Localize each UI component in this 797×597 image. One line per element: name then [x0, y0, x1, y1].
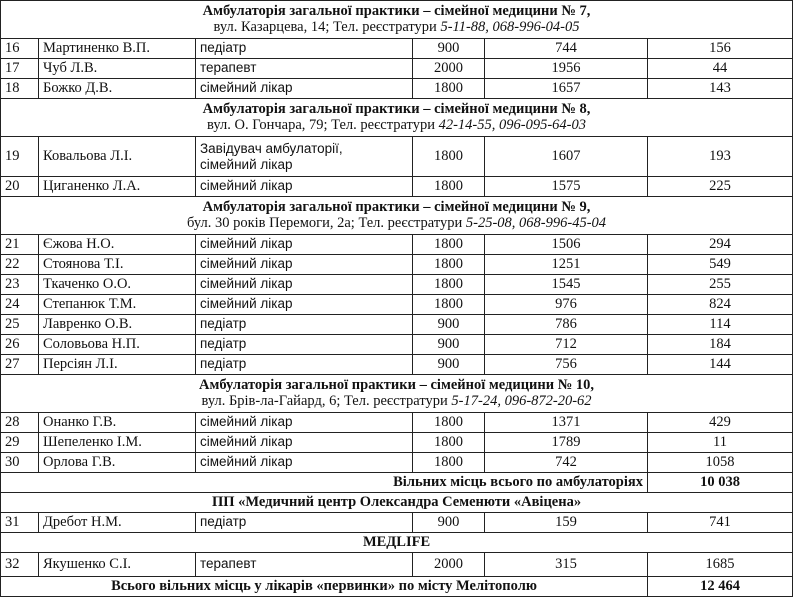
table-row — [1, 335, 793, 355]
row-number: 24 — [1, 295, 39, 315]
section-header-row — [1, 99, 793, 137]
row-number: 22 — [1, 255, 39, 275]
doctor-name: Дребот Н.М. — [39, 513, 196, 533]
norm-value: 900 — [413, 39, 485, 59]
table-row — [1, 79, 793, 99]
table-row — [1, 255, 793, 275]
section-title: Амбулаторія загальної практики – сімейної медицини № 8, — [202, 100, 591, 117]
doctor-position: Завідувач амбулаторії, сімейний лікар — [196, 137, 413, 177]
doctor-position: терапевт — [196, 59, 413, 79]
doctor-name: Ковальова Л.І. — [39, 137, 196, 177]
norm-value: 1800 — [413, 255, 485, 275]
doctor-name: Лавренко О.В. — [39, 315, 196, 335]
declared-value: 786 — [485, 315, 648, 335]
doctor-name: Орлова Г.В. — [39, 453, 196, 473]
norm-value: 1800 — [413, 79, 485, 99]
section-address: вул. О. Гончара, 79; Тел. реєстратури 42-14-55, 096-095-64-03 — [207, 116, 586, 133]
declared-value: 976 — [485, 295, 648, 315]
row-number: 30 — [1, 453, 39, 473]
section-phones: 5-11-88, 068-996-04-05 — [440, 18, 580, 35]
section-title: Амбулаторія загальної практики – сімейної медицини № 9, — [202, 198, 591, 215]
doctor-name: Персіян Л.І. — [39, 355, 196, 375]
doctor-name: Стоянова Т.І. — [39, 255, 196, 275]
table-row — [1, 39, 793, 59]
free-value: 143 — [648, 79, 793, 99]
norm-value: 1800 — [413, 295, 485, 315]
section-header — [1, 99, 793, 137]
doctor-name: Соловьова Н.П. — [39, 335, 196, 355]
table-row — [1, 275, 793, 295]
declared-value: 1506 — [485, 235, 648, 255]
declared-value: 1545 — [485, 275, 648, 295]
section-header — [1, 1, 793, 39]
declared-value: 742 — [485, 453, 648, 473]
section-address: вул. Казарцева, 14; Тел. реєстратури 5-11-88, 068-996-04-05 — [213, 18, 580, 35]
row-number: 25 — [1, 315, 39, 335]
doctor-position: терапевт — [196, 553, 413, 577]
declared-value: 1607 — [485, 137, 648, 177]
free-value: 824 — [648, 295, 793, 315]
norm-value: 900 — [413, 315, 485, 335]
norm-value: 900 — [413, 335, 485, 355]
clinic-title: ПП «Медичний центр Олександра Семенюти «Авіцена» — [1, 493, 793, 513]
table-row — [1, 177, 793, 197]
table-row — [1, 513, 793, 533]
section-header-row — [1, 375, 793, 413]
doctor-position: педіатр — [196, 355, 413, 375]
doctor-position: педіатр — [196, 335, 413, 355]
free-value: 156 — [648, 39, 793, 59]
doctor-name: Якушенко С.І. — [39, 553, 196, 577]
row-number: 18 — [1, 79, 39, 99]
section-header-row — [1, 1, 793, 39]
declared-value: 159 — [485, 513, 648, 533]
section-title: Амбулаторія загальної практики – сімейної медицини № 7, — [202, 2, 591, 19]
total-value: 12 464 — [648, 577, 793, 597]
free-value: 114 — [648, 315, 793, 335]
declared-value: 744 — [485, 39, 648, 59]
table-row — [1, 355, 793, 375]
declared-value: 1575 — [485, 177, 648, 197]
section-phones: 5-17-24, 096-872-20-62 — [451, 392, 592, 409]
table-row — [1, 453, 793, 473]
row-number: 29 — [1, 433, 39, 453]
norm-value: 1800 — [413, 433, 485, 453]
norm-value: 1800 — [413, 177, 485, 197]
total-label: Всього вільних місць у лікарів «первинки» по місту Мелітополю — [1, 577, 648, 597]
doctor-name: Єжова Н.О. — [39, 235, 196, 255]
norm-value: 900 — [413, 355, 485, 375]
section-address: вул. Брів-ла-Гайард, 6; Тел. реєстратури 5-17-24, 096-872-20-62 — [201, 392, 592, 409]
section-header — [1, 197, 793, 235]
row-number: 17 — [1, 59, 39, 79]
declared-value: 1956 — [485, 59, 648, 79]
section-header-row — [1, 533, 793, 553]
row-number: 23 — [1, 275, 39, 295]
table-row — [1, 59, 793, 79]
table-row — [1, 433, 793, 453]
row-number: 20 — [1, 177, 39, 197]
free-value: 225 — [648, 177, 793, 197]
declared-value: 1251 — [485, 255, 648, 275]
free-value: 255 — [648, 275, 793, 295]
row-number: 32 — [1, 553, 39, 577]
doctor-position: педіатр — [196, 513, 413, 533]
subtotal-value: 10 038 — [648, 473, 793, 493]
section-phones: 5-25-08, 068-996-45-04 — [465, 214, 607, 231]
section-header-row — [1, 493, 793, 513]
doctor-position: сімейний лікар — [196, 79, 413, 99]
norm-value: 2000 — [413, 59, 485, 79]
declared-value: 712 — [485, 335, 648, 355]
norm-value: 1800 — [413, 413, 485, 433]
row-number: 26 — [1, 335, 39, 355]
row-number: 28 — [1, 413, 39, 433]
clinic-title: МЕДLIFE — [1, 533, 793, 553]
row-number: 16 — [1, 39, 39, 59]
declared-value: 1371 — [485, 413, 648, 433]
free-value: 549 — [648, 255, 793, 275]
row-number: 21 — [1, 235, 39, 255]
norm-value: 1800 — [413, 453, 485, 473]
doctor-position: сімейний лікар — [196, 235, 413, 255]
section-phones: 42-14-55, 096-095-64-03 — [438, 116, 586, 133]
free-value: 429 — [648, 413, 793, 433]
norm-value: 2000 — [413, 553, 485, 577]
table-row — [1, 235, 793, 255]
table-row — [1, 553, 793, 577]
section-address: бул. 30 років Перемоги, 2а; Тел. реєстратури 5-25-08, 068-996-45-04 — [187, 214, 607, 231]
subtotal-row — [1, 473, 793, 493]
free-value: 294 — [648, 235, 793, 255]
doctor-name: Шепеленко І.М. — [39, 433, 196, 453]
table-row — [1, 295, 793, 315]
doctor-position: сімейний лікар — [196, 413, 413, 433]
doctor-name: Божко Д.В. — [39, 79, 196, 99]
section-header-row — [1, 197, 793, 235]
table-row — [1, 413, 793, 433]
free-value: 1058 — [648, 453, 793, 473]
free-value: 11 — [648, 433, 793, 453]
free-value: 144 — [648, 355, 793, 375]
declared-value: 756 — [485, 355, 648, 375]
free-value: 741 — [648, 513, 793, 533]
norm-value: 1800 — [413, 275, 485, 295]
doctor-name: Степанюк Т.М. — [39, 295, 196, 315]
doctor-position: сімейний лікар — [196, 453, 413, 473]
norm-value: 1800 — [413, 137, 485, 177]
norm-value: 900 — [413, 513, 485, 533]
doctor-position: педіатр — [196, 39, 413, 59]
table-row — [1, 315, 793, 335]
section-title: Амбулаторія загальної практики – сімейної медицини № 10, — [199, 376, 595, 393]
section-header — [1, 375, 793, 413]
doctor-position: сімейний лікар — [196, 255, 413, 275]
doctor-name: Онанко Г.В. — [39, 413, 196, 433]
doctor-name: Ткаченко О.О. — [39, 275, 196, 295]
doctor-position: сімейний лікар — [196, 295, 413, 315]
declared-value: 1657 — [485, 79, 648, 99]
doctor-position: сімейний лікар — [196, 275, 413, 295]
free-value: 44 — [648, 59, 793, 79]
doctor-name: Чуб Л.В. — [39, 59, 196, 79]
row-number: 19 — [1, 137, 39, 177]
doctor-position: сімейний лікар — [196, 177, 413, 197]
free-value: 1685 — [648, 553, 793, 577]
declared-value: 1789 — [485, 433, 648, 453]
doctor-position: сімейний лікар — [196, 433, 413, 453]
total-row — [1, 577, 793, 597]
doctor-position: педіатр — [196, 315, 413, 335]
doctor-name: Циганенко Л.А. — [39, 177, 196, 197]
subtotal-label: Вільних місць всього по амбулаторіях — [1, 473, 648, 493]
declared-value: 315 — [485, 553, 648, 577]
row-number: 31 — [1, 513, 39, 533]
table-row — [1, 137, 793, 177]
doctor-name: Мартиненко В.П. — [39, 39, 196, 59]
norm-value: 1800 — [413, 235, 485, 255]
free-value: 184 — [648, 335, 793, 355]
free-value: 193 — [648, 137, 793, 177]
row-number: 27 — [1, 355, 39, 375]
